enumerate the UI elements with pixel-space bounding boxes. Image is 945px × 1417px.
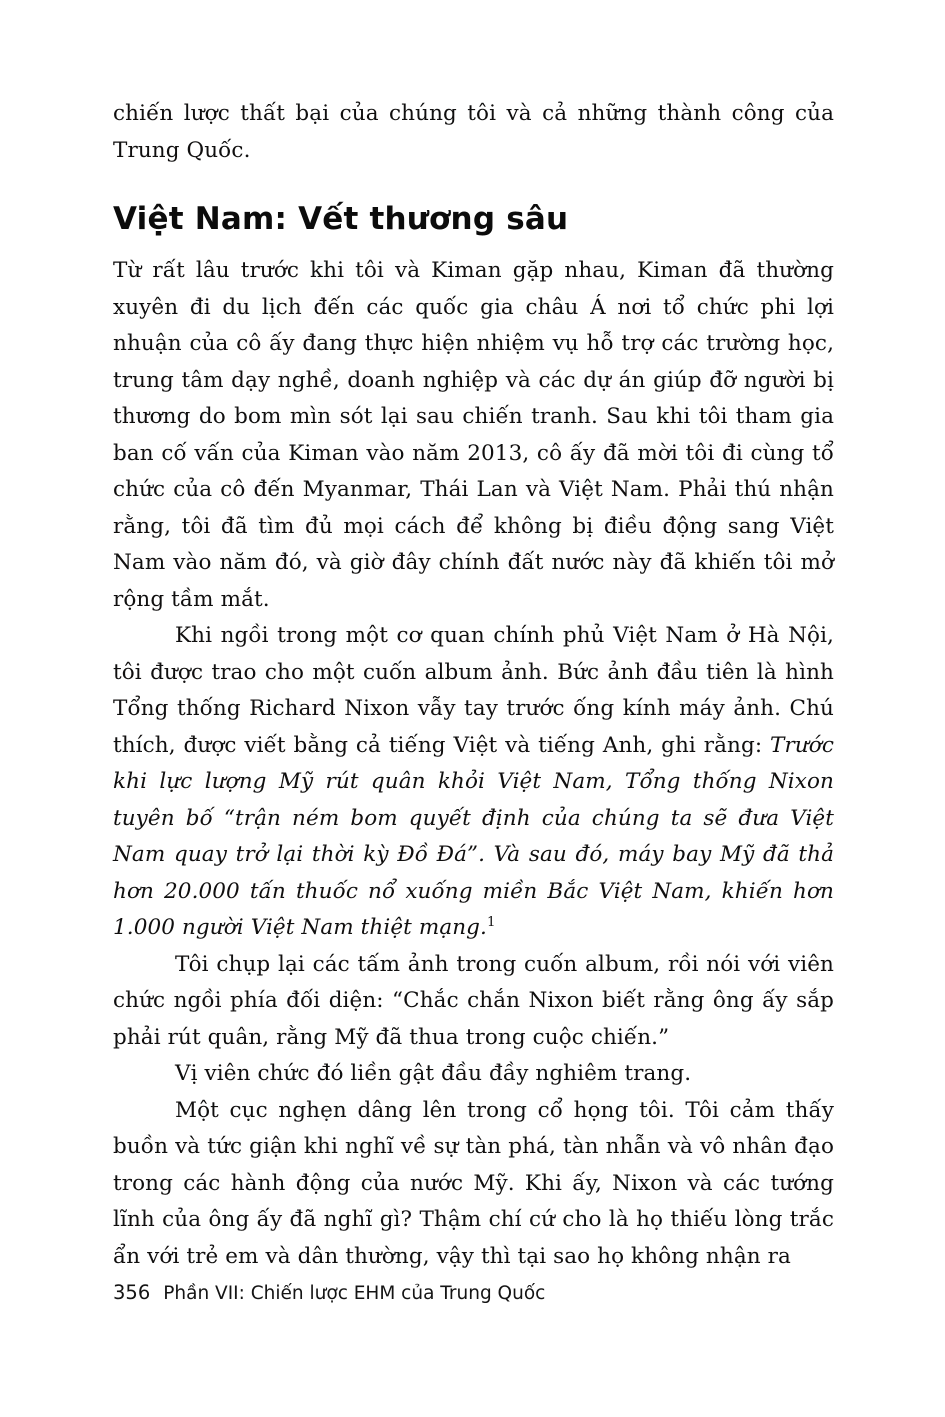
paragraph-1: Từ rất lâu trước khi tôi và Kiman gặp nhau, Kiman đã thường xuyên đi du lịch đến các quốc gia châu Á nơi tổ chức phi lợi nhuận của cô ấy đang thực hiện nhiệm vụ hỗ trợ các trường học, trung tâm dạy nghề, doanh nghiệp và các dự án giúp đỡ người bị thương do bom mìn sót lại sau chiến tranh. Sau khi tôi tham gia ban cố vấn của Kiman vào năm 2013, cô ấy đã mời tôi đi cùng tổ chức của cô đến Myanmar, Thái Lan và Việt Nam. Phải thú nhận rằng, tôi đã tìm đủ mọi cách để không bị điều động sang Việt Nam vào năm đó, và giờ đây chính đất nước này đã khiến tôi mở rộng tầm mắt.	[113, 258, 834, 612]
page-footer	[113, 1281, 834, 1304]
page-number: 356	[113, 1281, 151, 1304]
section-heading: Việt Nam: Vết thương sâu	[113, 201, 569, 237]
paragraph-2	[113, 618, 834, 947]
paragraph-5: Một cục nghẹn dâng lên trong cổ họng tôi. Tôi cảm thấy buồn và tức giận khi nghĩ về sự tàn phá, tàn nhẫn và vô nhân đạo trong các hành động của nước Mỹ. Khi ấy, Nixon và các tướng lĩnh của ông ấy đã nghĩ gì? Thậm chí cứ cho là họ thiếu lòng trắc ẩn với trẻ em và dân thường, vậy thì tại sao họ không nhận ra	[113, 1097, 834, 1269]
paragraph-2-quotation: Trước khi lực lượng Mỹ rút quân khỏi Việt Nam, Tổng thống Nixon tuyên bố “trận ném bom quyết định của chúng ta sẽ đưa Việt Nam quay trở lại thời kỳ Đồ Đá”. Và sau đó, máy bay Mỹ đã thả hơn 20.000 tấn thuốc nổ xuống miền Bắc Việt Nam, khiến hơn 1.000 người Việt Nam thiệt mạng.	[113, 732, 834, 940]
running-head: Phần VII: Chiến lược EHM của Trung Quốc	[163, 1283, 546, 1304]
paragraph-4: Vị viên chức đó liền gật đầu đầy nghiêm trang.	[175, 1061, 692, 1086]
continued-paragraph: chiến lược thất bại của chúng tôi và cả những thành công của Trung Quốc.	[113, 101, 834, 163]
footnote-marker: 1	[486, 914, 496, 930]
page-content	[113, 96, 834, 1275]
paragraph-2-lead: Khi ngồi trong một cơ quan chính phủ Việt Nam ở Hà Nội, tôi được trao cho một cuốn album ảnh. Bức ảnh đầu tiên là hình Tổng thống Richard Nixon vẫy tay trước ống kính máy ảnh. Chú thích, được viết bằng cả tiếng Việt và tiếng Anh, ghi rằng:	[113, 623, 834, 758]
paragraph-3: Tôi chụp lại các tấm ảnh trong cuốn album, rồi nói với viên chức ngồi phía đối diện: “Chắc chắn Nixon biết rằng ông ấy sắp phải rút quân, rằng Mỹ đã thua trong cuộc chiến.”	[113, 951, 834, 1050]
